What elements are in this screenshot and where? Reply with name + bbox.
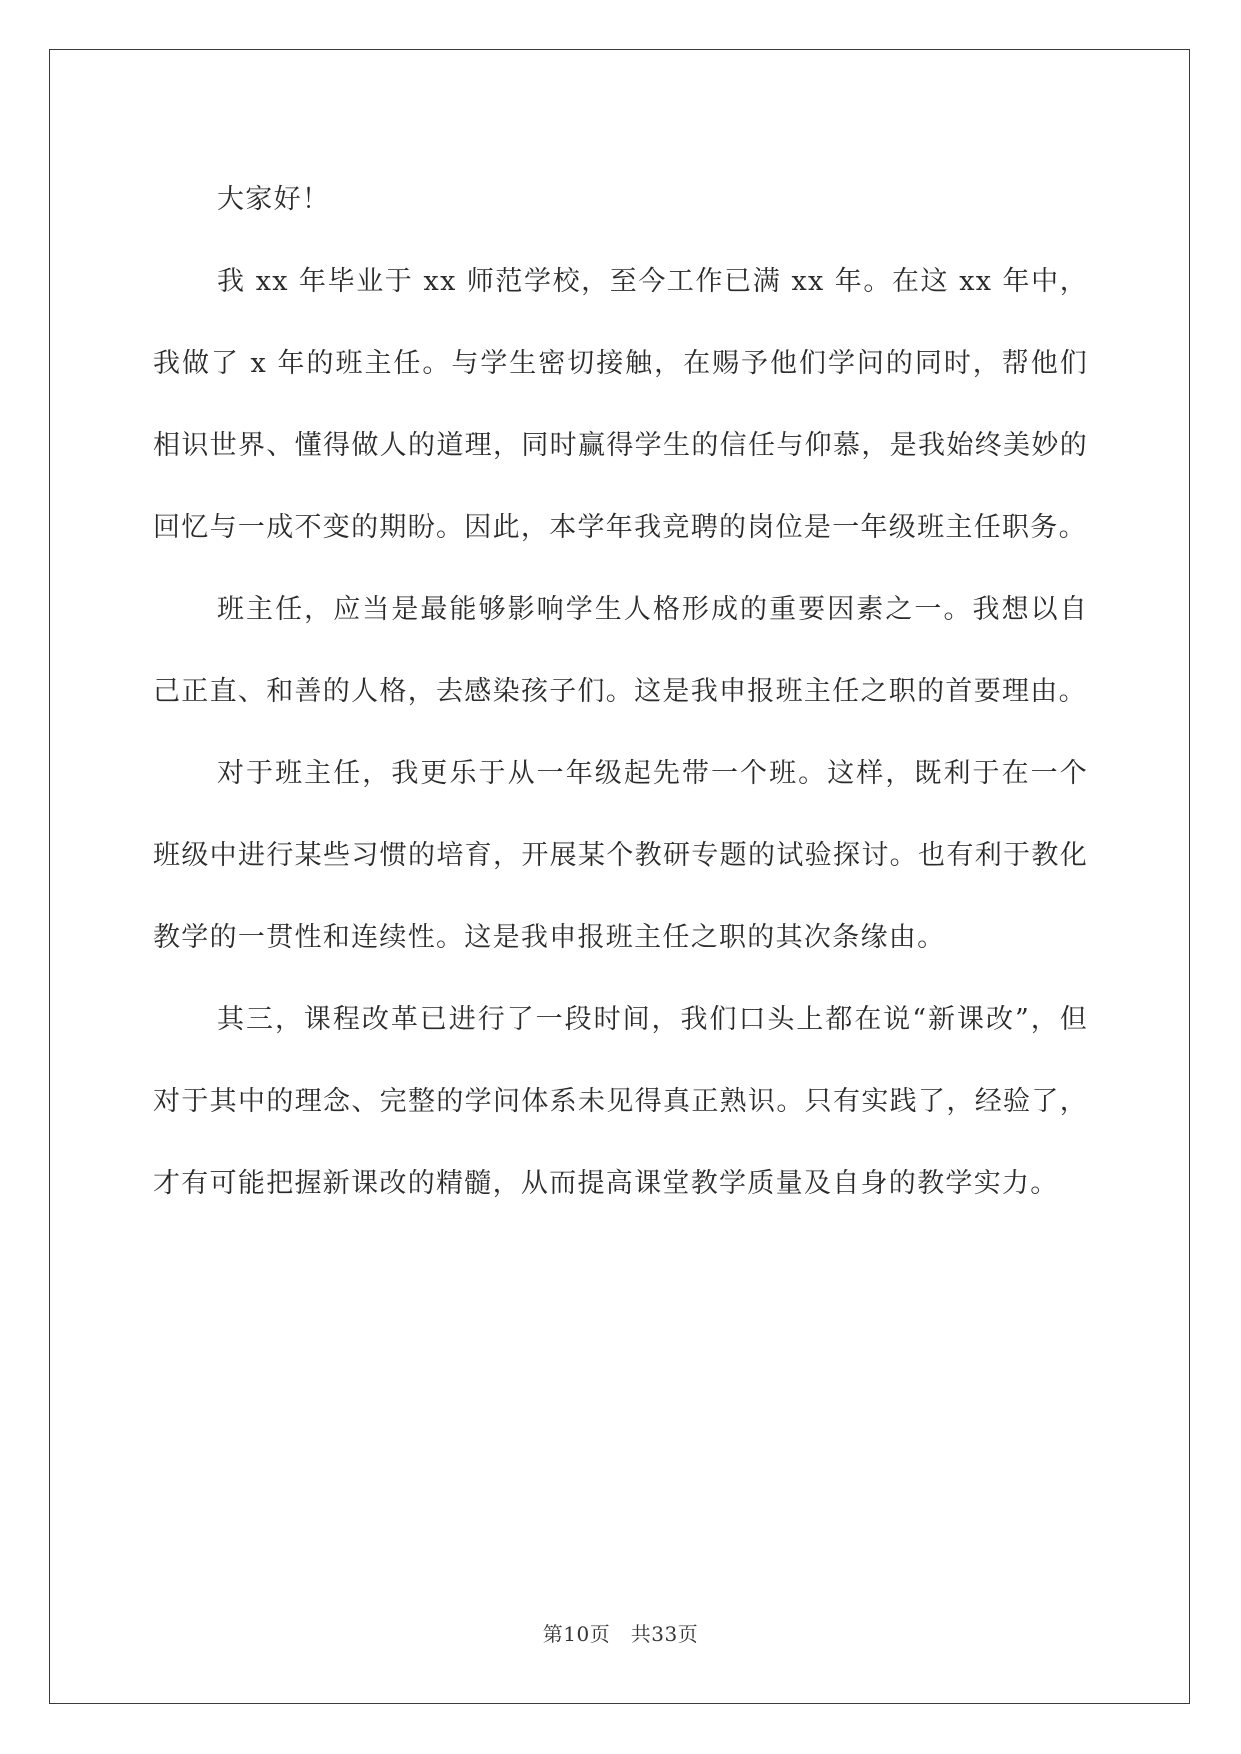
paragraph-greeting: 大家好！ (217, 184, 331, 215)
page-total: 共33页 (630, 1622, 699, 1646)
paragraph-reason-one: 班主任，应当是最能够影响学生人格形成的重要因素之一。我想以自己正直、和善的人格，去感染孩子们。这是我申报班主任之职的首要理由。 (153, 594, 1088, 707)
page-footer (0, 1618, 1241, 1647)
paragraph-background: 我 xx 年毕业于 xx 师范学校，至今工作已满 xx 年。在这 xx 年中，我做了 x 年的班主任。与学生密切接触，在赐予他们学问的同时，帮他们相识世界、懂得做人的道理，同时赢得学生的信任与仰慕，是我始终美妙的回忆与一成不变的期盼。因此，本学年我竞聘的岗位是一年级班主任职务。 (153, 266, 1088, 543)
page-number: 第10页 (542, 1622, 611, 1646)
paragraph-reason-three: 其三，课程改革已进行了一段时间，我们口头上都在说“新课改”，但对于其中的理念、完整的学问体系未见得真正熟识。只有实践了，经验了，才有可能把握新课改的精髓，从而提高课堂教学质量及自身的教学实力。 (153, 1004, 1088, 1199)
document-body (153, 159, 1088, 1225)
paragraph-reason-two: 对于班主任，我更乐于从一年级起先带一个班。这样，既利于在一个班级中进行某些习惯的培育，开展某个教研专题的试验探讨。也有利于教化教学的一贯性和连续性。这是我申报班主任之职的其次条缘由。 (153, 758, 1088, 953)
